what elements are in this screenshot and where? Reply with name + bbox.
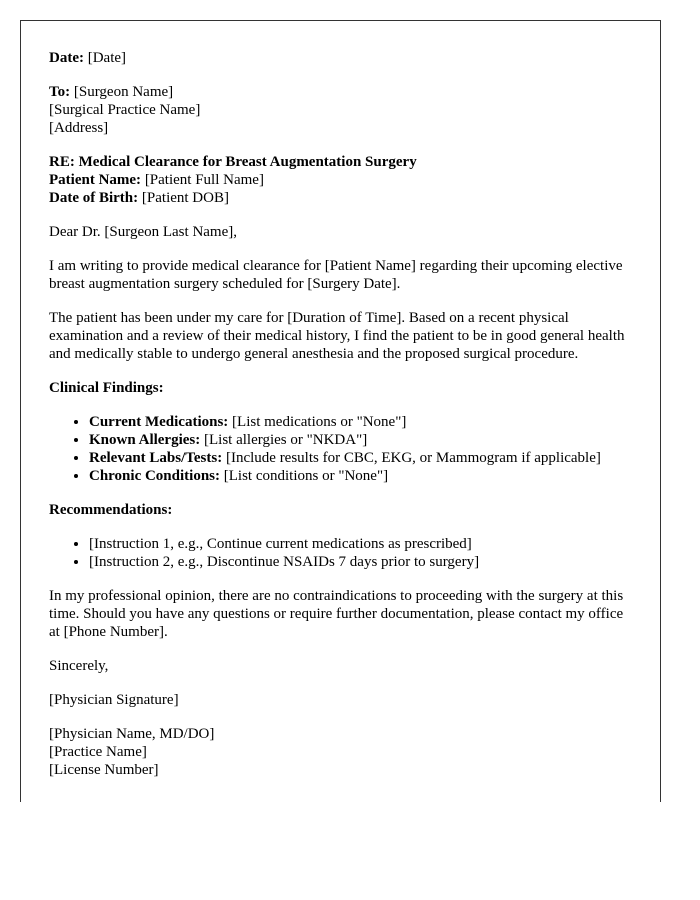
list-item: • Chronic Conditions: [List conditions or "None"] [89,467,632,485]
subject-block: RE: Medical Clearance for Breast Augmentation Surgery Patient Name: [Patient Full Name] Date of Birth: [Patient DOB] [49,154,417,206]
findings-list [49,413,632,485]
paragraph-opinion: In my professional opinion, there are no contraindications to proceeding with the surgery at this time. Should you have any questions or require further documentation, please contact my office at [Phone Number]. [49,588,624,640]
list-item: • [Instruction 2, e.g., Discontinue NSAIDs 7 days prior to surgery] [89,553,632,571]
recipient-block: To: [Surgeon Name] [Surgical Practice Name] [Address] [49,84,201,136]
recommendations-heading: Recommendations: [49,502,173,518]
date-line: Date: [Date] [49,50,127,66]
signature: [Physician Signature] [49,692,179,708]
list-item: • Known Allergies: [List allergies or "NKDA"] [89,431,632,449]
list-item: • Current Medications: [List medications or "None"] [89,413,632,431]
physician-block: [Physician Name, MD/DO] [Practice Name] [License Number] [49,726,215,778]
list-item: • Relevant Labs/Tests: [Include results for CBC, EKG, or Mammogram if applicable] [89,449,632,467]
paragraph-intro: I am writing to provide medical clearance for [Patient Name] regarding their upcoming elective breast augmentation surgery scheduled for [Surgery Date]. [49,258,623,292]
closing: Sincerely, [49,658,109,674]
paragraph-assessment: The patient has been under my care for [Duration of Time]. Based on a recent physical examination and a review of their medical history, I find the patient to be in good general health and medically stable to undergo general anesthesia and the proposed surgical procedure. [49,310,625,362]
subject-line: RE: Medical Clearance for Breast Augmentation Surgery [49,154,417,170]
recommendations-list [49,535,632,571]
list-item: • [Instruction 1, e.g., Continue current medications as prescribed] [89,535,632,553]
salutation: Dear Dr. [Surgeon Last Name], [49,224,237,240]
findings-heading: Clinical Findings: [49,380,164,396]
letter-page [20,20,661,802]
